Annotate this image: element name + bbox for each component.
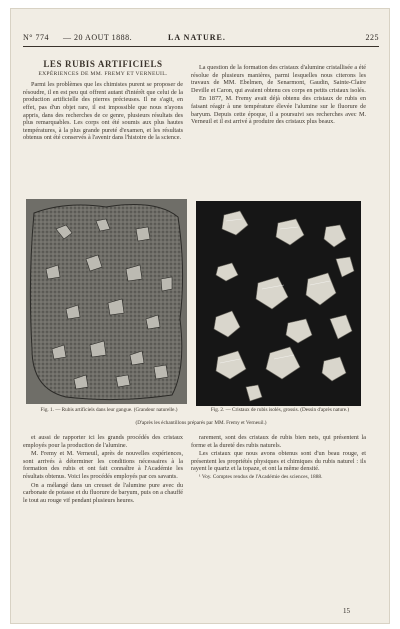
article-right-column — [191, 64, 366, 127]
issue-number: N° 774 — [23, 33, 49, 42]
newspaper-page — [10, 8, 390, 624]
page-number-footer: 15 — [343, 607, 350, 615]
paragraph: En 1877, M. Fremy avait déjà obtenu des cristaux de rubis en faisant réagir à une température élevée l'alumine sur le fluorure de baryum. Depuis cette époque, il a poursuivi ses recherches avec M. Verneuil et il est arrivé à produire des cristaux plus beaux. — [191, 95, 366, 126]
article-bottom-right-column — [191, 434, 366, 482]
paragraph: M. Fremy et M. Verneuil, après de nouvelles expériences, sont arrivés à déterminer les conditions nécessaires à la formation des rubis et ont fait connaître à l'Académie les résultats obtenus. Voici les procédés employés par ces savants. — [23, 450, 183, 480]
paragraph: et aussi de rapporter ici les grands procédés des cristaux employés pour la production de l'alumine. — [23, 434, 183, 449]
figure-rubies-in-gangue — [26, 199, 187, 404]
page-number-header: 225 — [365, 33, 379, 42]
article-title: LES RUBIS ARTIFICIELS — [43, 59, 163, 69]
engraving-gangue — [26, 199, 187, 404]
paragraph: rarement, sont des cristaux de rubis bien nets, qui présentent la forme et la dureté des rubis naturels. — [191, 434, 366, 449]
figure-2-caption: Fig. 2. — Cristaux de rubis isolés, grossis. (Dessin d'après nature.) — [210, 407, 350, 413]
figures-source-caption: (D'après les échantillons préparés par MM. Fremy et Verneuil.) — [135, 420, 267, 426]
figure-1-caption: Fig. 1. — Rubis artificiels dans leur gangue. (Grandeur naturelle.) — [40, 407, 178, 413]
running-head — [23, 33, 379, 45]
article-left-column — [23, 61, 183, 143]
paragraph: On a mélangé dans un creuset de l'alumine pure avec du carbonate de potasse et du fluorure de baryum, puis on a chauffé le tout au rouge vif pendant plusieurs heures. — [23, 481, 183, 504]
paragraph: Parmi les problèmes que les chimistes purent se proposer de résoudre, il en est peu qui offrent autant d'intérêt que celui de la production artificielle des pierres précieuses. Il ne s'agit, en effet, pas d'un objet rare, il est impossible que nous n'ayons appris, dans des recherches de ce genre, plusieurs résultats des plus remarquables. Les corps ont été soumis aux plus hautes températures, à la plus grande pureté d'examen, et les résultats obtenus ont été conservés à l'avenir dans l'histoire de la science. — [23, 81, 183, 142]
header-rule — [23, 46, 379, 47]
issue-date: — 20 AOUT 1888. — [63, 33, 133, 42]
paragraph: Les cristaux que nous avons obtenus sont d'un beau rouge, et présentent les propriétés physiques et chimiques du rubis naturel : ils rayent le quartz et la topaze, et ont la même densité. — [191, 450, 366, 473]
footnote: ¹ Voy. Comptes rendus de l'Académie des sciences, 1888. — [199, 473, 323, 480]
article-subtitle: EXPÉRIENCES DE MM. FREMY ET VERNEUIL. — [38, 70, 168, 77]
figure-isolated-crystals — [196, 201, 361, 406]
journal-title: LA NATURE. — [168, 33, 226, 42]
paragraph: La question de la formation des cristaux d'alumine cristallisée a été résolue de plusieurs manières, parmi lesquelles nous citerons les travaux de MM. Ebelmen, de Senarmont, Gaudin, Sainte-Claire Deville et Caron, qui avaient obtenu ces corps en petits cristaux isolés. — [191, 64, 366, 94]
article-bottom-left-column — [23, 434, 183, 505]
engraving-crystals — [196, 201, 361, 406]
